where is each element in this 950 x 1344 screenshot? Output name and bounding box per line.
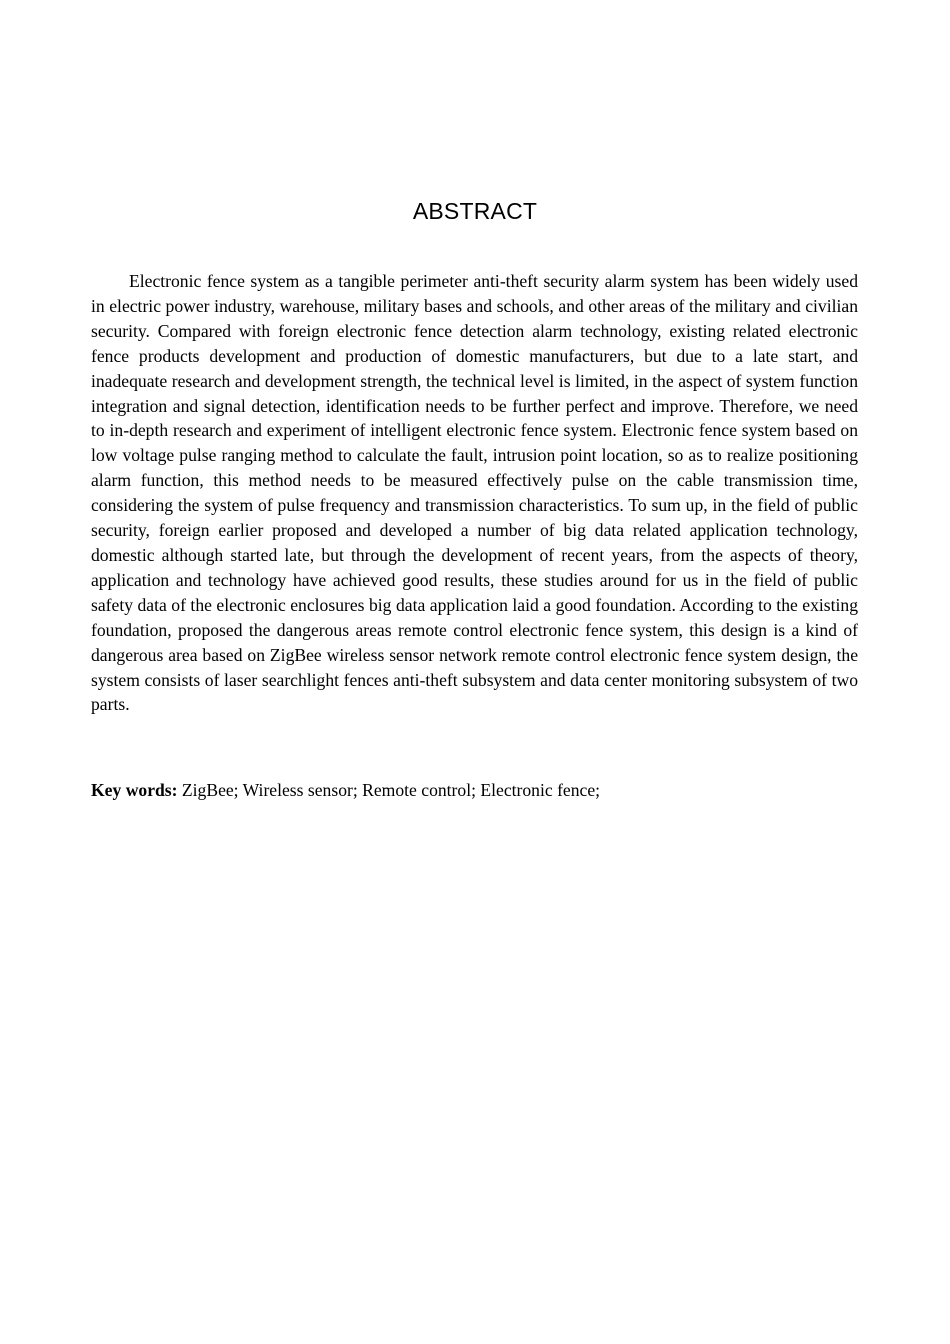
- keywords-line: [91, 778, 858, 803]
- keywords-text: ZigBee; Wireless sensor; Remote control; Electronic fence;: [177, 780, 601, 800]
- keywords-label: Key words:: [91, 780, 178, 800]
- abstract-body: Electronic fence system as a tangible perimeter anti-theft security alarm system has been widely used in electric power industry, warehouse, military bases and schools, and other areas of the military and civilian security. Compared with foreign electronic fence detection alarm technology, existing related electronic fence products development and production of domestic manufacturers, but due to a late start, and inadequate research and development strength, the technical level is limited, in the aspect of system function integration and signal detection, identification needs to be further perfect and improve. Therefore, we need to in-depth research and experiment of intelligent electronic fence system. Electronic fence system based on low voltage pulse ranging method to calculate the fault, intrusion point location, so as to realize positioning alarm function, this method needs to be measured effectively pulse on the cable transmission time, considering the system of pulse frequency and transmission characteristics. To sum up, in the field of public security, foreign earlier proposed and developed a number of big data related application technology, domestic although started late, but through the development of recent years, from the aspects of theory, application and technology have achieved good results, these studies around for us in the field of public safety data of the electronic enclosures big data application laid a good foundation. According to the existing foundation, proposed the dangerous areas remote control electronic fence system, this design is a kind of dangerous area based on ZigBee wireless sensor network remote control electronic fence system design, the system consists of laser searchlight fences anti-theft subsystem and data center monitoring subsystem of two parts.: [91, 271, 858, 715]
- abstract-title: ABSTRACT: [412, 198, 538, 224]
